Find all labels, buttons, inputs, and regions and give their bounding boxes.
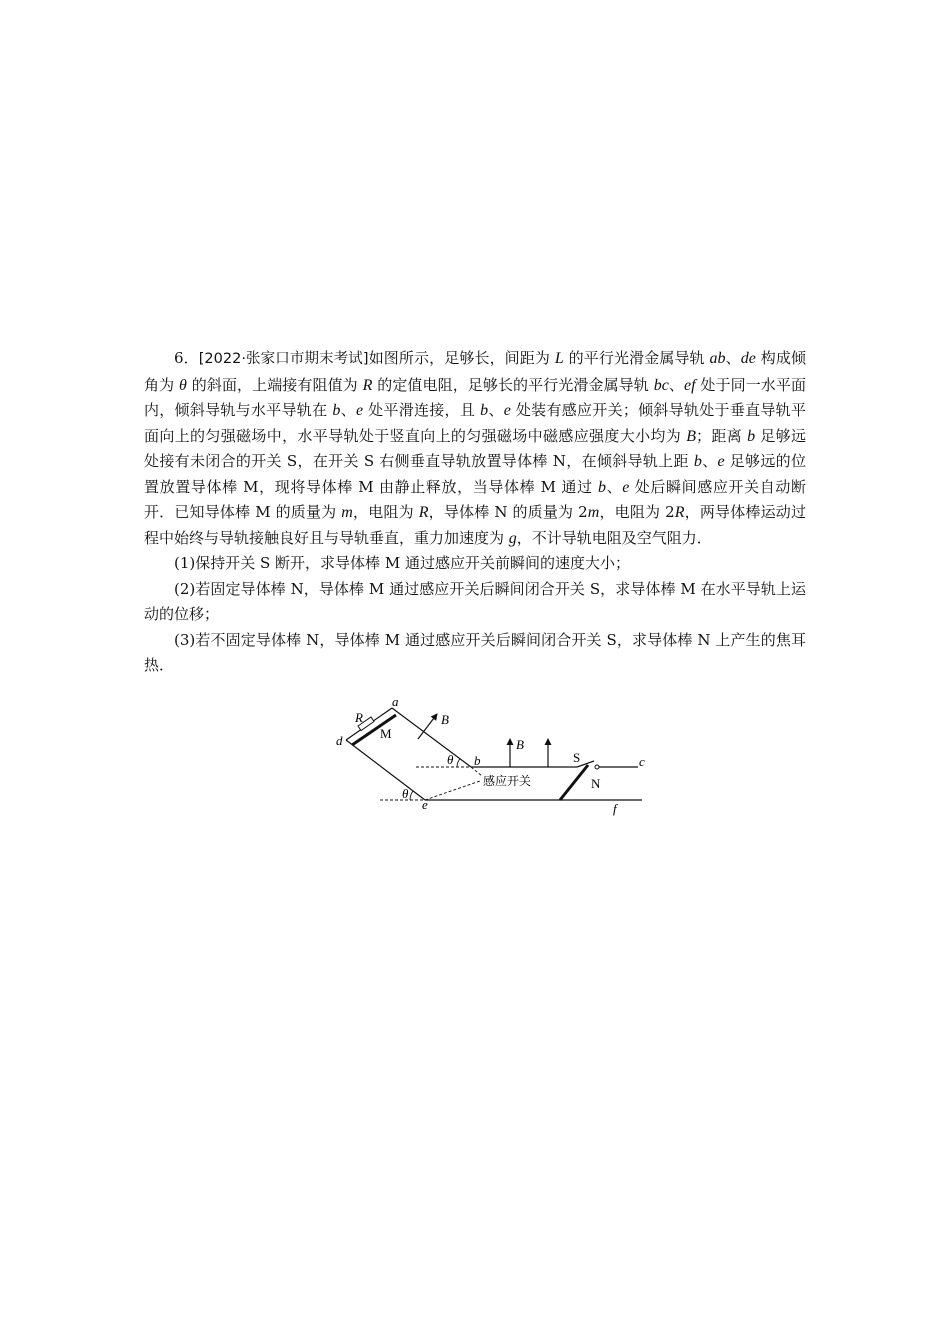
variable: de [740,350,756,367]
stem-text-run: ，电阻为 [352,503,419,521]
variable: R [674,504,685,521]
problem-source: [2022·张家口市期末考试] [198,351,369,367]
stem-text-run: ，导体棒 N 的质量为 2 [428,503,588,521]
variable: b [747,427,756,445]
label-theta-top: θ [447,752,454,767]
problem-stem-text [144,349,806,547]
stem-text-run: 如图所示，足够长，间距为 [368,349,555,367]
stem-text-run: 、 [701,452,718,470]
label-b-field-incline: B [441,712,449,727]
angle-arc-bottom [410,791,413,800]
variable: e [622,478,630,496]
stem-text-run: ，不计导轨电阻及空气阻力． [516,528,712,547]
rail-diagram [330,696,660,822]
variable: R [362,376,373,394]
label-n: N [591,776,601,791]
stem-text-run: 足够远的位置放置导体棒 M，现将导体棒 M 由静止释放，当导体棒 M 通过 [144,452,806,496]
stem-text-run: 、 [668,375,685,394]
stem-text-run: 、 [340,401,356,419]
question-2: (2)若固定导体棒 N，导体棒 M 通过感应开关后瞬间闭合开关 S，求导体棒 M 在水平导轨上运动的位移； [144,579,806,623]
variable: ef [684,376,696,394]
label-b-field-horizontal: B [516,737,524,752]
variable: g [508,529,517,547]
label-s: S [573,750,581,765]
bar-n [560,765,588,800]
label-a: a [392,696,399,709]
variable: b [598,478,606,496]
stem-text-run: 构成倾角为 [144,349,806,394]
stem-text-run: 、 [725,349,741,367]
label-e: e [422,797,428,812]
stem-text-run: 的平行光滑金属导轨 [563,349,710,367]
stem-text-run: 、 [488,401,504,419]
label-sensor-switch: 感应开关 [483,774,532,788]
stem-text-run: 、 [606,477,623,496]
variable: R [418,504,429,521]
problem-number: 6． [174,349,199,367]
rail-diagram-svg [330,696,660,818]
stem-text-run: 处装有感应开关；倾斜导轨处于垂直导轨平面向上的匀强磁场中，水平导轨处于竖直向上的匀强磁场中磁感应强度大小均为 [144,401,806,445]
stem-text-run: 处后瞬间感应开关自动断开．已知导体棒 M 的质量为 [144,477,806,521]
stem-text-run: ，两导体棒运动过程中始终与导轨接触良好且与导轨垂直，重力加速度为 [144,503,806,547]
variable: e [503,402,511,419]
dashed-sensor-b [471,767,482,776]
rail-de [346,740,425,800]
variable: m [341,504,353,521]
variable: L [554,350,564,367]
stem-text-run: ；距离 [696,426,748,445]
variable: b [693,453,702,470]
variable: e [355,402,364,419]
switch-s-contact [595,765,599,769]
dashed-sensor-e [425,781,480,800]
stem-text-run: 足够远处接有未闭合的开关 S，在开关 S 右侧垂直导轨放置导体棒 N，在倾斜导轨上距 [144,426,806,470]
label-r: R [355,710,363,725]
label-b: b [474,753,481,768]
label-c: c [639,754,645,769]
variable: m [587,504,600,521]
problem-block [144,346,806,679]
variable: θ [179,376,187,394]
variable: e [717,453,725,470]
stem-text-run: 处平滑连接，且 [363,401,481,419]
angle-arc-top [457,759,460,767]
label-d: d [336,733,343,748]
stem-text-run: 的定值电阻，足够长的平行光滑金属导轨 [372,375,654,394]
problem-stem [144,346,806,551]
label-theta-bottom: θ [402,786,409,801]
rail-ab [392,708,471,767]
question-1: (1)保持开关 S 断开，求导体棒 M 通过感应开关前瞬间的速度大小； [174,554,630,572]
variable: b [480,402,489,419]
stem-text-run: 的斜面，上端接有阻值为 [186,375,363,394]
variable: B [686,427,697,445]
stem-text-run: ，电阻为 2 [599,503,675,521]
label-m: M [380,726,392,741]
stem-text-run: 处于同一水平面内，倾斜导轨与水平导轨在 [144,375,806,419]
question-3: (3)若不固定导体棒 N，导体棒 M 通过感应开关后瞬间闭合开关 S，求导体棒 N 上产生的焦耳热． [144,630,806,674]
variable: b [332,402,341,419]
label-f: f [613,801,617,816]
variable: ab [709,350,726,367]
variable: bc [653,376,669,394]
